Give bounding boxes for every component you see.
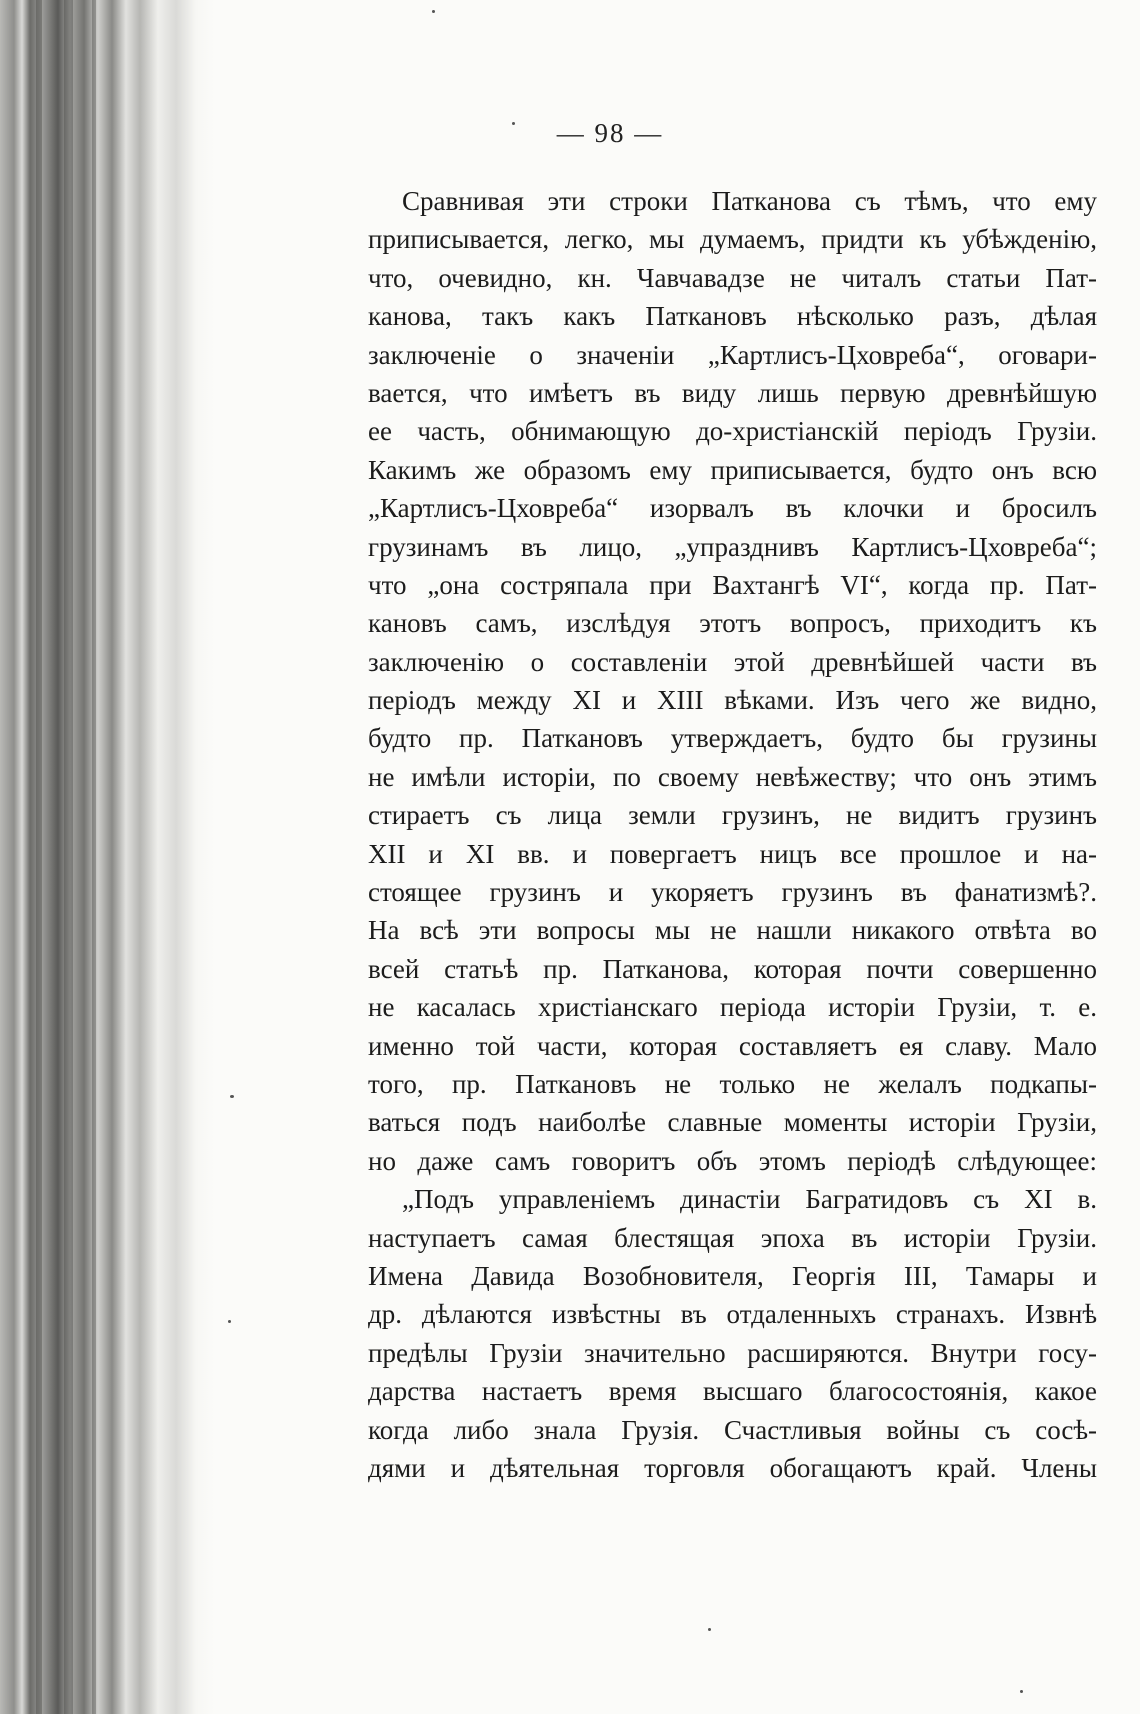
text-line: не имѣли исторіи, по своему невѣжеству; что онъ этимъ [368,761,1097,792]
text-line: дями и дѣятельная торговля обогащаютъ край. Члены [368,1452,1097,1483]
text-line: ее часть, обнимающую до-христіанскій періодъ Грузіи. [368,416,1097,447]
text-line: „Картлисъ-Цховреба“ изорвалъ въ клочки и бросилъ [368,493,1097,524]
text-line: заключенію о составленіи этой древнѣйшей части въ [368,646,1097,677]
text-line: вается, что имѣетъ въ виду лишь первую древнѣйшую [368,377,1097,408]
page-number: — 98 — [556,118,664,148]
text-line: На всѣ эти вопросы мы не нашли никакого отвѣта во [368,915,1097,946]
text-line: что „она состряпала при Вахтангѣ VI“, когда пр. Пат- [368,569,1097,600]
binding-streak [36,0,42,1714]
text-line: когда либо знала Грузія. Счастливыя войны съ сосѣ- [368,1414,1097,1445]
text-line: того, пр. Паткановъ не только не желалъ подкапы- [368,1068,1097,1099]
binding-streak [92,0,96,1714]
text-line: приписывается, легко, мы думаемъ, придти къ убѣжденію, [368,224,1097,255]
text-line: XII и XI вв. и повергаетъ ницъ все прошлое и на- [368,838,1097,869]
binding-streak [64,0,73,1714]
text-line: наступаетъ самая блестящая эпоха въ исторіи Грузіи. [368,1222,1097,1253]
text-line: кановъ самъ, изслѣдуя этотъ вопросъ, приходитъ къ [368,608,1097,639]
text-line: заключеніе о значеніи „Картлисъ-Цховреба“, оговари- [368,339,1097,370]
text-line: стоящее грузинъ и укоряетъ грузинъ въ фанатизмѣ?. [368,877,1097,908]
text-line: что, очевидно, кн. Чавчавадзе не читалъ статьи Пат- [368,262,1097,293]
text-line: періодъ между XI и XIII вѣками. Изъ чего же видно, [368,685,1097,716]
text-line: будто пр. Паткановъ утверждаетъ, будто бы грузины [368,723,1097,754]
text-line: ваться подъ наиболѣе славные моменты исторіи Грузіи, [368,1107,1097,1138]
text-line: именно той части, которая составляетъ ея славу. Мало [368,1030,1097,1061]
text-line: не касалась христіанскаго періода исторіи Грузіи, т. е. [368,992,1097,1023]
text-line: предѣлы Грузіи значительно расширяются. Внутри госу- [368,1337,1097,1368]
text-line: Какимъ же образомъ ему приписывается, будто онъ всю [368,454,1097,485]
scan-speck [432,10,435,13]
text-line: дарства настаетъ время высшаго благосостоянія, какое [368,1376,1097,1407]
text-line: „Подъ управленіемъ династіи Багратидовъ съ XI в. [402,1184,1097,1215]
text-line: грузинамъ въ лицо, „упразднивъ Картлисъ-Цховреба“; [368,531,1097,562]
scan-speck [1020,1690,1023,1693]
text-line: др. дѣлаются извѣстны въ отдаленныхъ странахъ. Извнѣ [368,1299,1097,1330]
text-line: стираетъ съ лица земли грузинъ, не видитъ грузинъ [368,800,1097,831]
text-line: канова, такъ какъ Паткановъ нѣсколько разъ, дѣлая [368,301,1097,332]
scan-speck [228,1320,231,1323]
text-line: но даже самъ говоритъ объ этомъ періодѣ слѣдующее: [368,1145,1097,1176]
book-binding-shadow [0,0,215,1714]
text-line: Сравнивая эти строки Патканова съ тѣмъ, что ему [402,186,1097,216]
text-line: всей статьѣ пр. Патканова, которая почти совершенно [368,953,1097,984]
text-line: Имена Давида Возобновителя, Георгія III, Тамары и [368,1260,1097,1291]
scan-speck [230,1095,234,1098]
scan-speck [708,1628,711,1631]
body-text [368,182,1097,1487]
